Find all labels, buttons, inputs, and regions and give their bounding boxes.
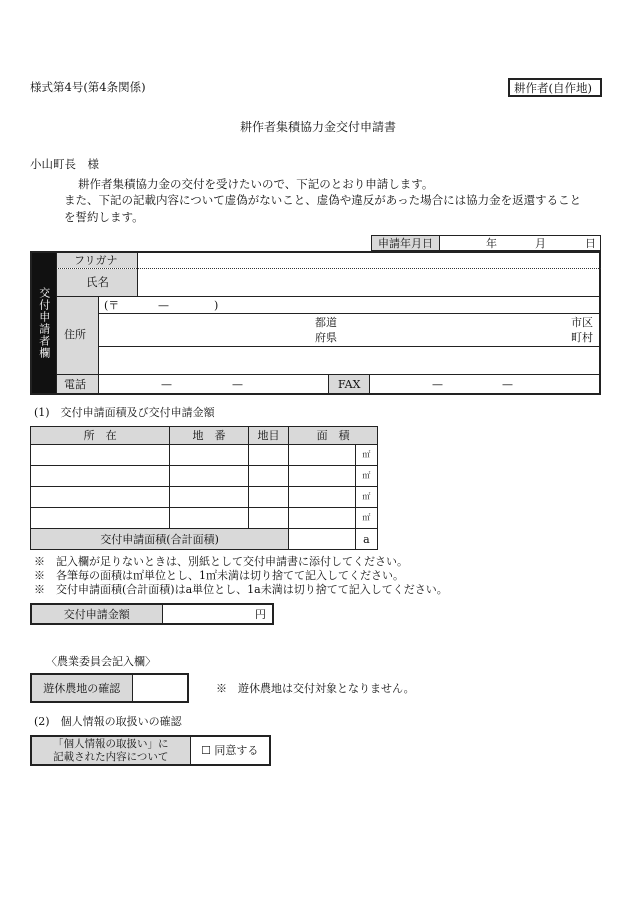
postal-dash: — bbox=[158, 299, 169, 312]
furigana-input[interactable] bbox=[138, 253, 601, 268]
phone-dash-1: — bbox=[161, 378, 172, 391]
unit-m2: ㎡ bbox=[355, 445, 377, 466]
col-location: 所 在 bbox=[31, 427, 170, 445]
total-area-label: 交付申請面積(合計面積) bbox=[31, 529, 289, 550]
year-label: 年 bbox=[486, 237, 497, 250]
note-2: ※ 各筆毎の面積は㎡単位とし、1㎡未満は切り捨てて記入してください。 bbox=[34, 569, 404, 582]
idle-land-note: ※ 遊休農地は交付対象となりません。 bbox=[216, 682, 415, 695]
addressee: 小山町長 様 bbox=[30, 157, 99, 171]
shikuchoson-label: 市区 町村 bbox=[571, 316, 593, 344]
intro-line-2: また、下記の記載内容について虚偽がないこと、虚偽や違反があった場合には協力金を返還すること bbox=[64, 193, 582, 207]
furigana-label: フリガナ bbox=[74, 254, 118, 267]
page-title: 耕作者集積協力金交付申請書 bbox=[240, 120, 397, 134]
phone-label: 電話 bbox=[64, 378, 86, 391]
day-label: 日 bbox=[585, 237, 596, 250]
land-table bbox=[30, 426, 378, 550]
application-date-label: 申請年月日 bbox=[372, 236, 440, 251]
agree-checkbox[interactable]: ☐ 同意する bbox=[190, 736, 270, 765]
phone-dash-2: — bbox=[232, 378, 243, 391]
committee-heading: 〈農業委員会記入欄〉 bbox=[46, 655, 156, 668]
address-input[interactable] bbox=[99, 347, 601, 374]
intro-line-3: を誓約します。 bbox=[64, 210, 144, 224]
section2-heading: (2) 個人情報の取扱いの確認 bbox=[34, 715, 182, 728]
note-3: ※ 交付申請面積(合計面積)はa単位とし、1a未満は切り捨てて記入してください。 bbox=[34, 583, 448, 596]
col-land-type: 地目 bbox=[248, 427, 288, 445]
fax-dash-2: — bbox=[502, 378, 513, 391]
privacy-table bbox=[30, 735, 271, 766]
idle-land-table bbox=[30, 673, 189, 703]
amount-label: 交付申請金額 bbox=[31, 604, 162, 624]
amount-table bbox=[30, 603, 274, 625]
table-row bbox=[31, 466, 378, 487]
privacy-label-line-2: 記載された内容について bbox=[53, 750, 169, 763]
idle-land-input[interactable] bbox=[132, 674, 188, 702]
privacy-label-line-1: 「個人情報の取扱い」に bbox=[53, 737, 169, 750]
section1-heading: (1) 交付申請面積及び交付申請金額 bbox=[34, 406, 215, 419]
col-area: 面 積 bbox=[289, 427, 378, 445]
postal-close: ) bbox=[214, 299, 219, 312]
fax-dash-1: — bbox=[432, 378, 443, 391]
intro-line-1: 耕作者集積協力金の交付を受けたいので、下記のとおり申請します。 bbox=[78, 177, 434, 191]
address-label: 住所 bbox=[64, 328, 86, 341]
name-input[interactable] bbox=[138, 269, 601, 296]
table-row bbox=[31, 508, 378, 529]
postal-open: (〒 bbox=[104, 299, 120, 312]
table-row bbox=[31, 445, 378, 466]
name-label: 氏名 bbox=[86, 275, 109, 289]
amount-unit: 円 bbox=[255, 607, 266, 621]
unit-m2: ㎡ bbox=[355, 487, 377, 508]
table-row bbox=[31, 487, 378, 508]
unit-m2: ㎡ bbox=[355, 508, 377, 529]
privacy-label bbox=[31, 736, 190, 765]
unit-m2: ㎡ bbox=[355, 466, 377, 487]
amount-input[interactable] bbox=[162, 604, 273, 624]
total-area-input[interactable] bbox=[289, 529, 356, 550]
category-badge: 耕作者(自作地) bbox=[508, 78, 602, 97]
month-label: 月 bbox=[535, 237, 546, 250]
applicant-section-label: 交付申請者欄 bbox=[32, 253, 56, 393]
fax-label: FAX bbox=[338, 378, 361, 391]
note-1: ※ 記入欄が足りないときは、別紙として交付申請書に添付してください。 bbox=[34, 555, 408, 568]
todofuken-label: 都道 府県 bbox=[315, 316, 337, 344]
application-date-field[interactable] bbox=[440, 236, 601, 251]
idle-land-label: 遊休農地の確認 bbox=[31, 674, 132, 702]
unit-a: a bbox=[355, 529, 377, 550]
applicant-section bbox=[30, 251, 601, 395]
application-date-table bbox=[371, 235, 601, 251]
col-lot: 地 番 bbox=[170, 427, 249, 445]
form-number: 様式第4号(第4条関係) bbox=[30, 80, 146, 94]
